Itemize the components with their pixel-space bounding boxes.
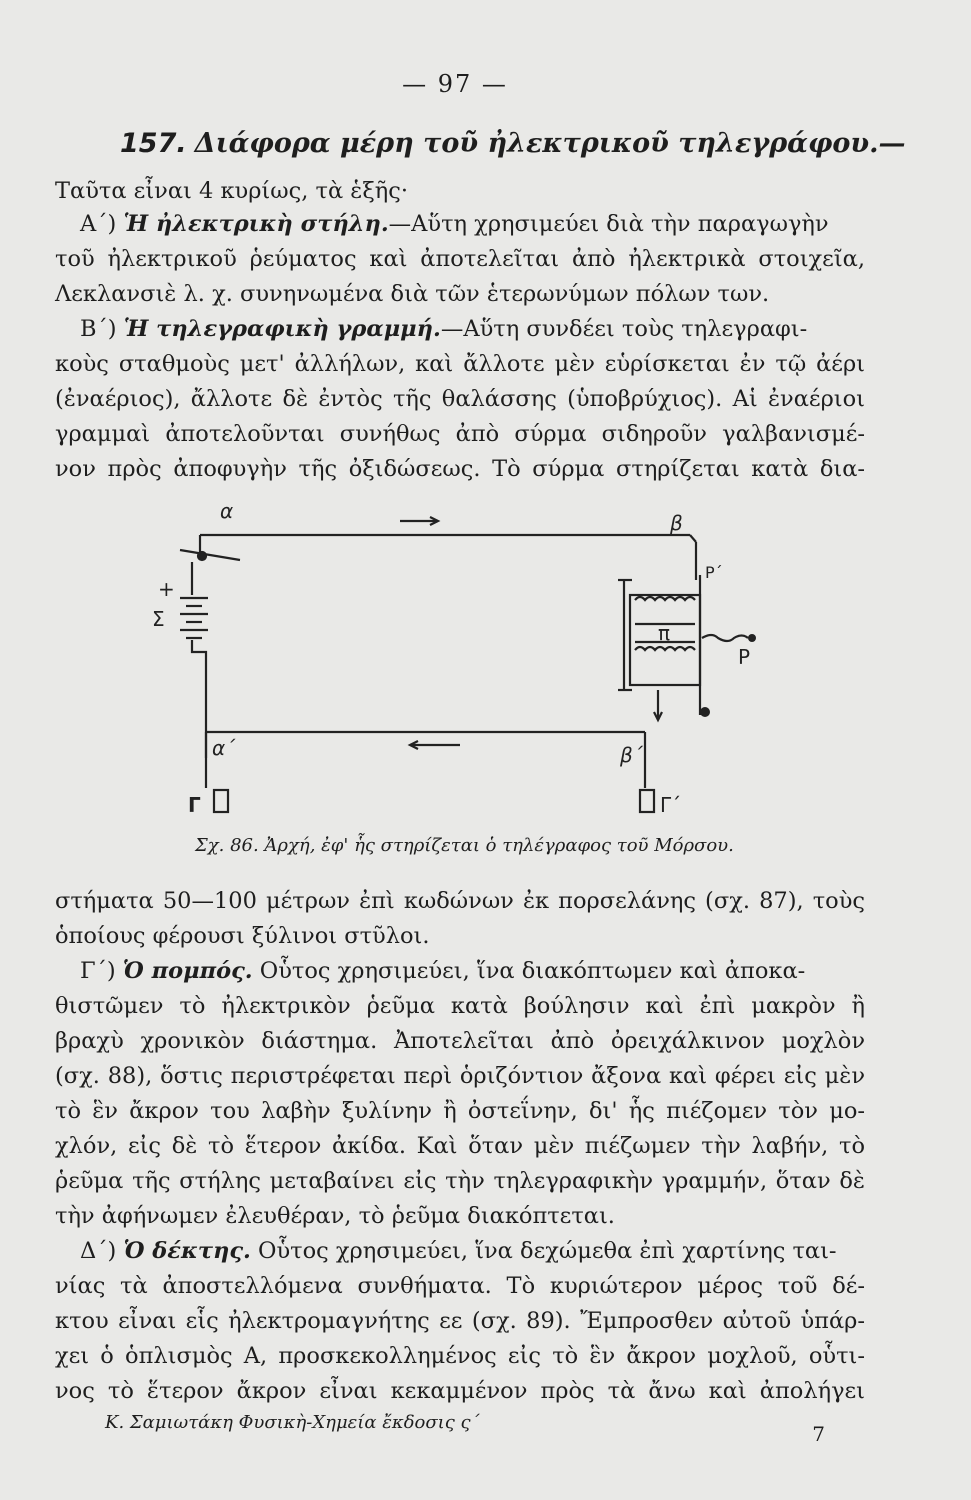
page-number: — 97 — — [402, 70, 508, 98]
label-a-prime: α΄ — [212, 736, 236, 760]
coil-top — [635, 597, 695, 600]
item-d-line-1 — [80, 1240, 865, 1263]
battery-lead-bottom — [192, 640, 206, 758]
section-heading — [120, 128, 906, 159]
item-b-line-1 — [80, 318, 865, 341]
item-b-line-5: νον πρὸς ἀποφυγὴν τῆς ὀξιδώσεως. Τὸ σύρμα στηρίζεται κατὰ δια- — [55, 456, 865, 482]
item-d-term: Ὁ δέκτης. — [123, 1238, 251, 1264]
section-number: 157. — [120, 128, 187, 159]
item-c-line-4: (σχ. 88), ὅστις περιστρέφεται περὶ ὁριζόντιον ἄξονα καὶ φέρει εἰς μὲν — [55, 1063, 865, 1089]
signature-mark: 7 — [812, 1422, 825, 1446]
figure-caption: Σχ. 86. Ἀρχή, ἐφ' ἧς στηρίζεται ὁ τηλέγραφος τοῦ Μόρσου. — [195, 835, 734, 856]
label-a: α — [220, 500, 234, 523]
item-a-text-1: —Αὕτη χρησιμεύει διὰ τὴν παραγωγὴν — [388, 211, 829, 237]
item-c-line-3: βραχὺ χρονικὸν διάστημα. Ἀποτελεῖται ἀπὸ ὀρειχάλκινον μοχλὸν — [55, 1028, 865, 1054]
coil-bottom — [635, 647, 695, 650]
label-pi: π — [658, 621, 671, 645]
item-d-text-1: Οὗτος χρησιμεύει, ἵνα δεχώμεθα ἐπὶ χαρτίνης ται- — [258, 1238, 837, 1264]
left-ground-plate — [214, 790, 228, 812]
label-b-prime: β΄ — [620, 743, 643, 767]
item-a-line-3: Λεκλανσιὲ λ. χ. συνηνωμένα διὰ τῶν ἑτερωνύμων πόλων των. — [55, 281, 770, 307]
item-c-text-1: Οὗτος χρησιμεύει, ἵνα διακόπτωμεν καὶ ἀποκα- — [259, 958, 806, 984]
item-c-prefix: Γ΄) — [80, 958, 116, 984]
key-pivot — [198, 552, 206, 560]
label-g-left: Γ — [188, 793, 201, 817]
item-c-term: Ὁ πομπός. — [122, 958, 253, 984]
item-b-term: Ἡ τηλεγραφικὴ γραμμή. — [123, 316, 441, 342]
section-title: Διάφορα μέρη τοῦ ἠλεκτρικοῦ τηλεγράφου.— — [194, 128, 906, 159]
right-ground-plate — [640, 790, 654, 812]
item-c-line-1 — [80, 960, 865, 983]
item-d-line-4: χει ὁ ὁπλισμὸς Α, προσκεκολλημένος εἰς τὸ ἓν ἄκρον μοχλοῦ, οὗτι- — [55, 1343, 865, 1369]
receiver-spring — [702, 635, 748, 641]
item-a-prefix: Α΄) — [80, 211, 117, 237]
item-c-line-6: χλόν, εἰς δὲ τὸ ἕτερον ἀκίδα. Καὶ ὅταν μὲν πιέζωμεν τὴν λαβήν, τὸ — [55, 1133, 865, 1159]
item-d-line-2: νίας τὰ ἀποστελλόμενα συνθήματα. Τὸ κυριώτερον μέρος τοῦ δέ- — [55, 1273, 865, 1299]
label-plus: + — [158, 577, 175, 601]
item-a-line-2: τοῦ ἠλεκτρικοῦ ῥεύματος καὶ ἀποτελεῖται ἀπὸ ἠλεκτρικὰ στοιχεῖα, — [55, 246, 865, 272]
item-b-prefix: Β΄) — [80, 316, 117, 342]
intro-line: Ταῦτα εἶναι 4 κυρίως, τὰ ἑξῆς· — [55, 178, 409, 204]
label-p-top: Ρ΄ — [705, 563, 723, 582]
page-footer — [105, 1412, 865, 1446]
item-c-line-5: τὸ ἓν ἄκρον του λαβὴν ξυλίνην ἢ ὀστεΐνην, δι' ἧς πιέζομεν τὸν μο- — [55, 1098, 865, 1124]
receiver-weight — [700, 707, 710, 717]
item-b-text-1: —Αὕτη συνδέει τοὺς τηλεγραφι- — [440, 316, 808, 342]
item-d-line-3: κτου εἶναι εἷς ἠλεκτρομαγνήτης εε (σχ. 89). Ἔμπροσθεν αὐτοῦ ὑπάρ- — [55, 1308, 865, 1334]
telegraph-circuit-figure — [140, 500, 780, 830]
footer-text: Κ. Σαμιωτάκη Φυσικὴ-Χημεία ἔκδοσις ς΄ — [105, 1412, 480, 1433]
after-figure-line-1: στήματα 50—100 μέτρων ἐπὶ κωδώνων ἐκ πορσελάνης (σχ. 87), τοὺς — [55, 888, 865, 914]
label-p: Ρ — [738, 645, 751, 669]
key-lever — [180, 550, 240, 560]
item-d-line-5: νος τὸ ἕτερον ἄκρον εἶναι κεκαμμένον πρὸς τὰ ἄνω καὶ ἀπολήγει — [55, 1378, 865, 1404]
label-g-right: Γ΄ — [660, 793, 682, 817]
item-b-line-2: κοὺς σταθμοὺς μετ' ἀλλήλων, καὶ ἄλλοτε μὲν εὑρίσκεται ἐν τῷ ἀέρι — [55, 351, 865, 377]
item-c-line-7: ῥεῦμα τῆς στήλης μεταβαίνει εἰς τὴν τηλεγραφικὴν γραμμήν, ὅταν δὲ — [55, 1168, 865, 1194]
item-a-term: Ἡ ἠλεκτρικὴ στήλη. — [123, 211, 389, 237]
item-a-line-1 — [80, 213, 865, 236]
after-figure-line-2: ὁποίους φέρουσι ξύλινοι στῦλοι. — [55, 923, 430, 949]
item-b-line-4: γραμμαὶ ἀποτελοῦνται συνήθως ἀπὸ σύρμα σιδηροῦν γαλβανισμέ- — [55, 421, 865, 447]
label-b: β — [670, 511, 683, 535]
item-c-line-8: τὴν ἀφήνωμεν ἐλευθέραν, τὸ ῥεῦμα διακόπτεται. — [55, 1203, 615, 1229]
spring-anchor — [748, 634, 756, 642]
top-wire-corner — [690, 535, 696, 542]
item-c-line-2: θιστῶμεν τὸ ἠλεκτρικὸν ῥεῦμα κατὰ βούλησιν καὶ ἐπὶ μακρὸν ἢ — [55, 993, 865, 1019]
circuit-diagram — [140, 500, 780, 830]
item-d-prefix: Δ΄) — [80, 1238, 117, 1264]
item-b-line-3: (ἐναέριος), ἄλλοτε δὲ ἐντὸς τῆς θαλάσσης (ὑποβρύχιος). Αἱ ἐναέριοι — [55, 386, 865, 412]
label-sigma: Σ — [152, 607, 165, 631]
